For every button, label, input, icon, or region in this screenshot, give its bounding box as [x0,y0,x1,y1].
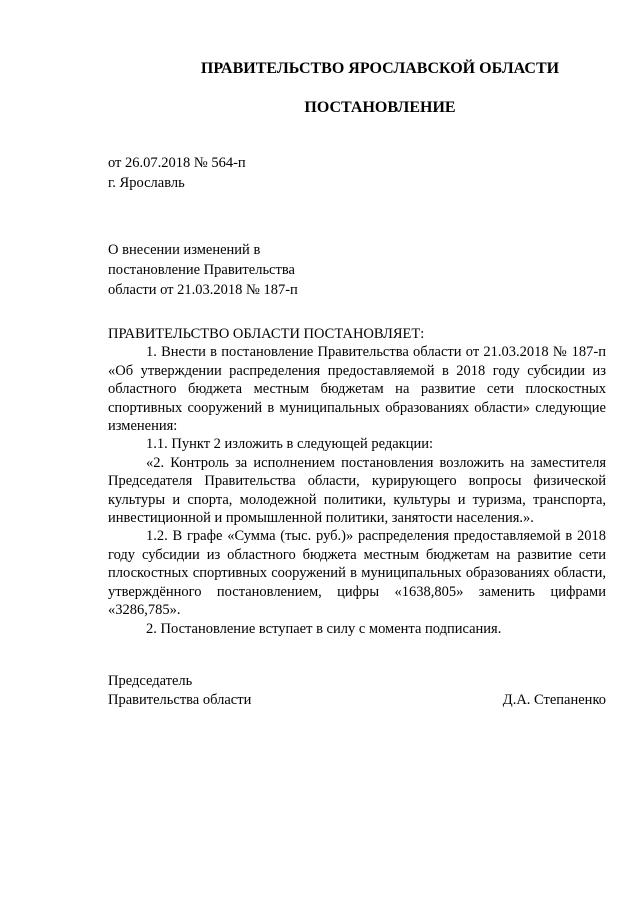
document-date-number: от 26.07.2018 № 564-п [108,155,246,171]
paragraph-1: 1. Внести в постановление Правительства области от 21.03.2018 № 187-п «Об утверждении распределения предоставляемой в 2018 году субсидии из областного бюджета местным бюджетам на развитие сети плоскостных спортивных сооружений в муниципальных образованиях области» следующие изменения: [108,344,606,435]
subject-line: области от 21.03.2018 № 187-п [108,282,298,298]
signatory-title-line1: Председатель [108,673,193,689]
organization-title: ПРАВИТЕЛЬСТВО ЯРОСЛАВСКОЙ ОБЛАСТИ [200,60,560,77]
document-body [108,325,606,638]
subject-line: постановление Правительства [108,262,295,278]
paragraph-1-1: 1.1. Пункт 2 изложить в следующей редакции: [146,436,434,453]
signature-row [108,691,606,710]
document-type-title: ПОСТАНОВЛЕНИЕ [304,99,456,116]
paragraph-2: 2. Постановление вступает в силу с момента подписания. [146,620,502,637]
decree-heading: ПРАВИТЕЛЬСТВО ОБЛАСТИ ПОСТАНОВЛЯЕТ: [108,326,425,342]
paragraph-1-1-text: «2. Контроль за исполнением постановления возложить на заместителя Председателя Правительства области, курирующего вопросы физической культуры и спорта, молодежной политики, культуры и туризма, транспорта, инвестиционной и промышленной политики, занятости населения.». [108,454,606,527]
document-meta [108,153,246,193]
signatory-title-line2: Правительства области [108,692,252,708]
subject-line: О внесении изменений в [108,242,261,258]
paragraph-1-2: 1.2. В графе «Сумма (тыс. руб.)» распределения предоставляемой в 2018 году субсидии из областного бюджета местным бюджетам на развитие сети плоскостных спортивных сооружений в муниципальных образованиях области, утверждённого постановлением, цифры «1638,805» заменить цифрами «3286,785». [108,528,606,619]
signature-block [108,672,606,710]
signatory-name: Д.А. Степаненко [502,692,606,708]
document-city: г. Ярославль [108,175,185,191]
document-subject [108,240,298,300]
